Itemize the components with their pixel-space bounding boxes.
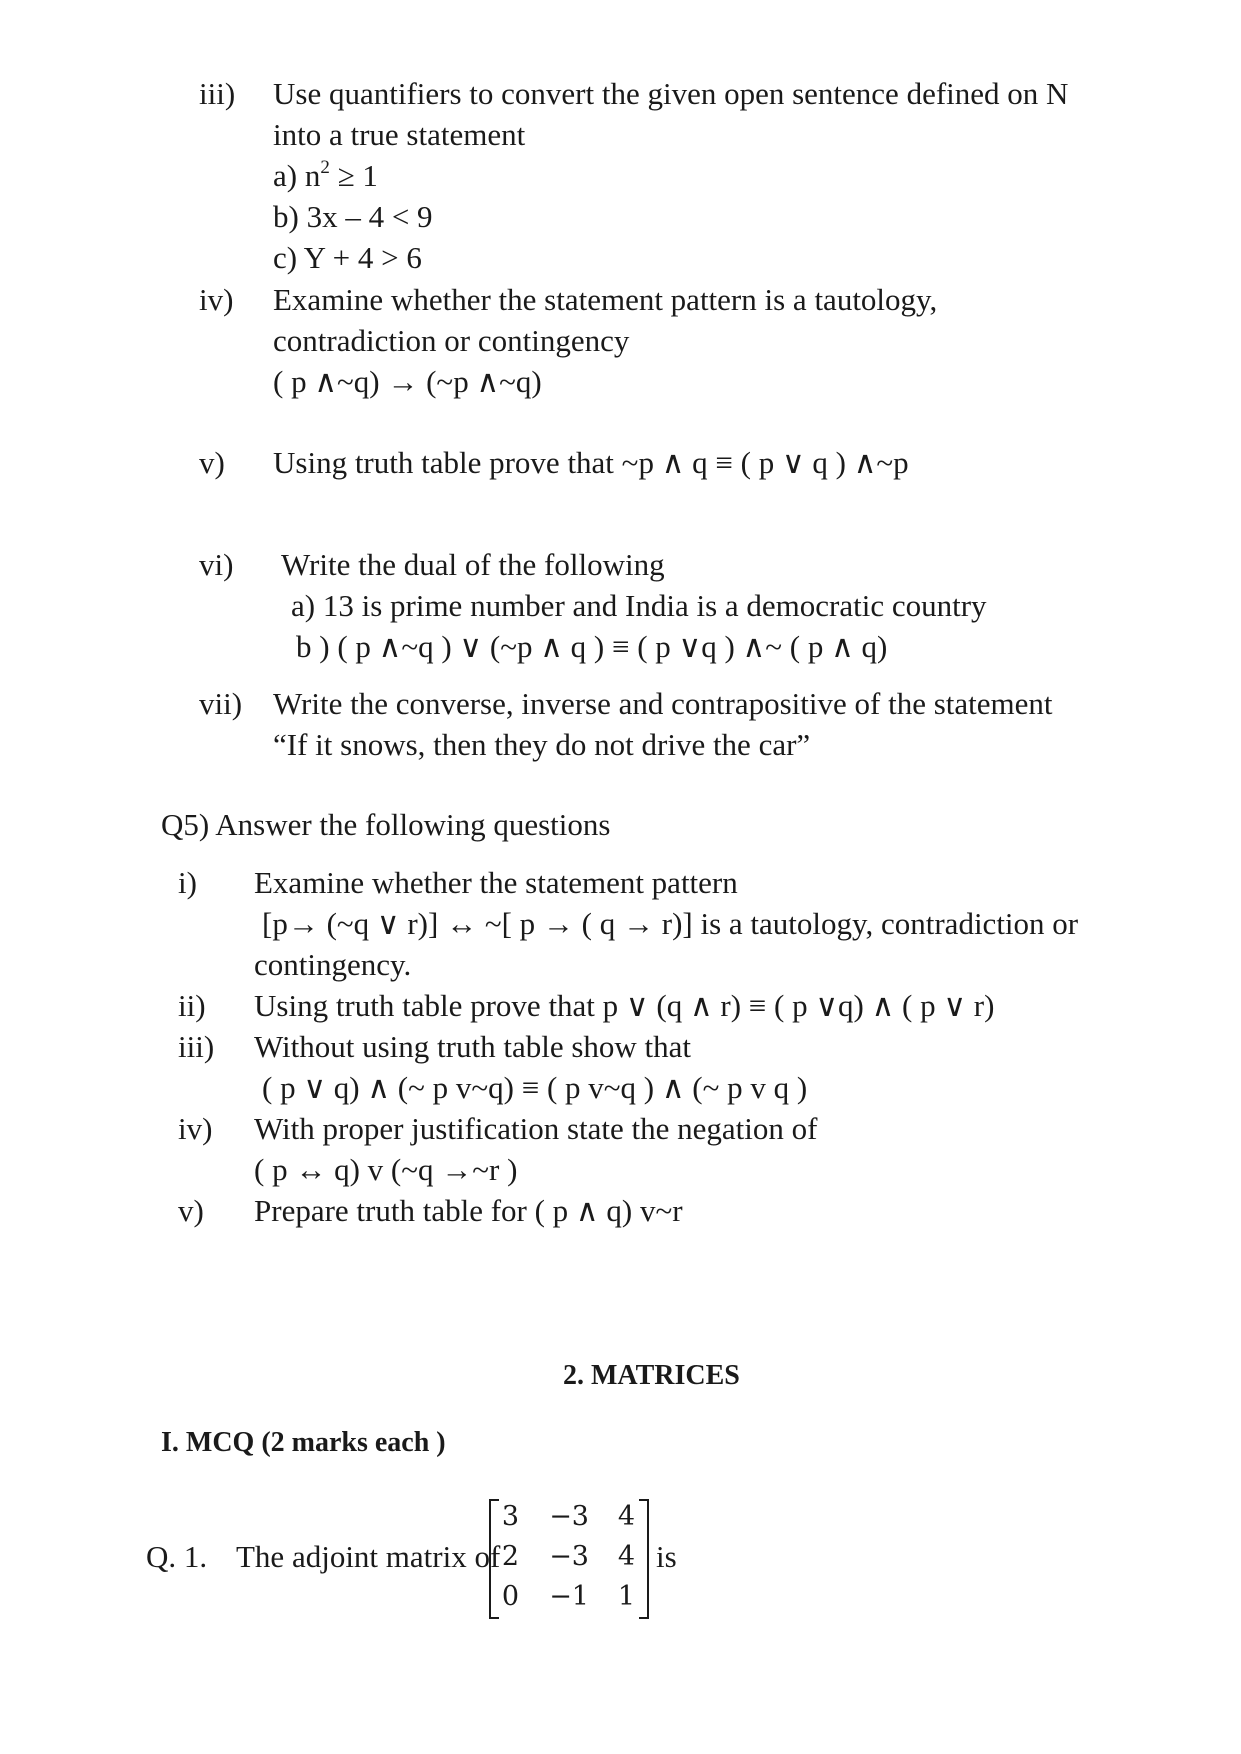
logic-expression: ( p ∨ q) ∧ (~ p v~q) ≡ ( p v~q ) ∧ (~ p v q ) <box>262 1070 808 1105</box>
item-number: v) <box>178 1193 204 1228</box>
item-number: iv) <box>178 1111 213 1146</box>
subpart-a-rest: ≥ 1 <box>329 158 378 193</box>
matrix-cell: 2 <box>501 1541 519 1572</box>
item-text-cont: contradiction or contingency <box>273 323 630 358</box>
subpart-a: a) 13 is prime number and India is a democratic country <box>291 588 987 623</box>
question-text: The adjoint matrix of <box>236 1539 501 1574</box>
logic-expression: [p→ (~q ∨ r)] ↔ ~[ p → ( q → r)] is a tautology, contradiction or <box>262 906 1079 941</box>
item-number: iii) <box>199 76 236 111</box>
item-text: Using truth table prove that p ∨ (q ∧ r) ≡ ( p ∨q) ∧ ( p ∨ r) <box>254 988 995 1023</box>
mcq-heading: I. MCQ (2 marks each ) <box>161 1427 446 1458</box>
section-heading: 2. MATRICES <box>563 1360 740 1391</box>
subpart-c: c) Y + 4 > 6 <box>273 240 422 275</box>
item-text: With proper justification state the negation of <box>254 1111 818 1146</box>
logic-expression: ( p ∧~q) → (~p ∧~q) <box>273 364 542 399</box>
matrix-cell: 1 <box>617 1581 635 1612</box>
item-text: Without using truth table show that <box>254 1029 692 1064</box>
item-text-cont: contingency. <box>254 947 412 982</box>
question-suffix: is <box>656 1539 677 1574</box>
question-number: Q. 1. <box>146 1539 208 1574</box>
matrix-cell: −3 <box>549 1541 589 1572</box>
matrix-cell: −1 <box>549 1581 589 1612</box>
matrix-cell: 0 <box>501 1581 519 1612</box>
item-number: ii) <box>178 988 206 1023</box>
subpart-b: b ) ( p ∧~q ) ∨ (~p ∧ q ) ≡ ( p ∨q ) ∧~ ( p ∧ q) <box>296 629 888 664</box>
question-heading: Q5) Answer the following questions <box>161 807 611 842</box>
subpart-a <box>273 156 378 196</box>
item-text: Using truth table prove that ~p ∧ q ≡ ( p ∨ q ) ∧~p <box>273 445 909 480</box>
subpart-a-base: a) n <box>273 158 321 193</box>
item-number: v) <box>199 445 225 480</box>
matrix-cell: 4 <box>617 1541 635 1572</box>
item-text-cont: into a true statement <box>273 117 526 152</box>
item-text: Write the dual of the following <box>281 547 665 582</box>
item-text: Write the converse, inverse and contrapositive of the statement <box>273 686 1053 721</box>
item-text: Examine whether the statement pattern <box>254 865 738 900</box>
item-text: Use quantifiers to convert the given open sentence defined on N <box>273 76 1069 111</box>
item-number: vi) <box>199 547 234 582</box>
right-bracket <box>639 1499 649 1619</box>
superscript: 2 <box>320 157 330 178</box>
matrix-cell: −3 <box>549 1501 589 1532</box>
matrix-cell: 3 <box>501 1501 519 1532</box>
logic-expression: ( p ↔ q) v (~q →~r ) <box>254 1152 518 1187</box>
item-number: vii) <box>199 686 243 721</box>
matrix <box>489 1497 649 1617</box>
subpart-b: b) 3x – 4 < 9 <box>273 199 433 234</box>
item-text-cont: “If it snows, then they do not drive the car” <box>273 727 811 762</box>
matrix-cell: 4 <box>617 1501 635 1532</box>
item-number: iv) <box>199 282 234 317</box>
item-text: Prepare truth table for ( p ∧ q) v~r <box>254 1193 683 1228</box>
item-number: i) <box>178 865 197 900</box>
item-text: Examine whether the statement pattern is a tautology, <box>273 282 938 317</box>
item-number: iii) <box>178 1029 215 1064</box>
